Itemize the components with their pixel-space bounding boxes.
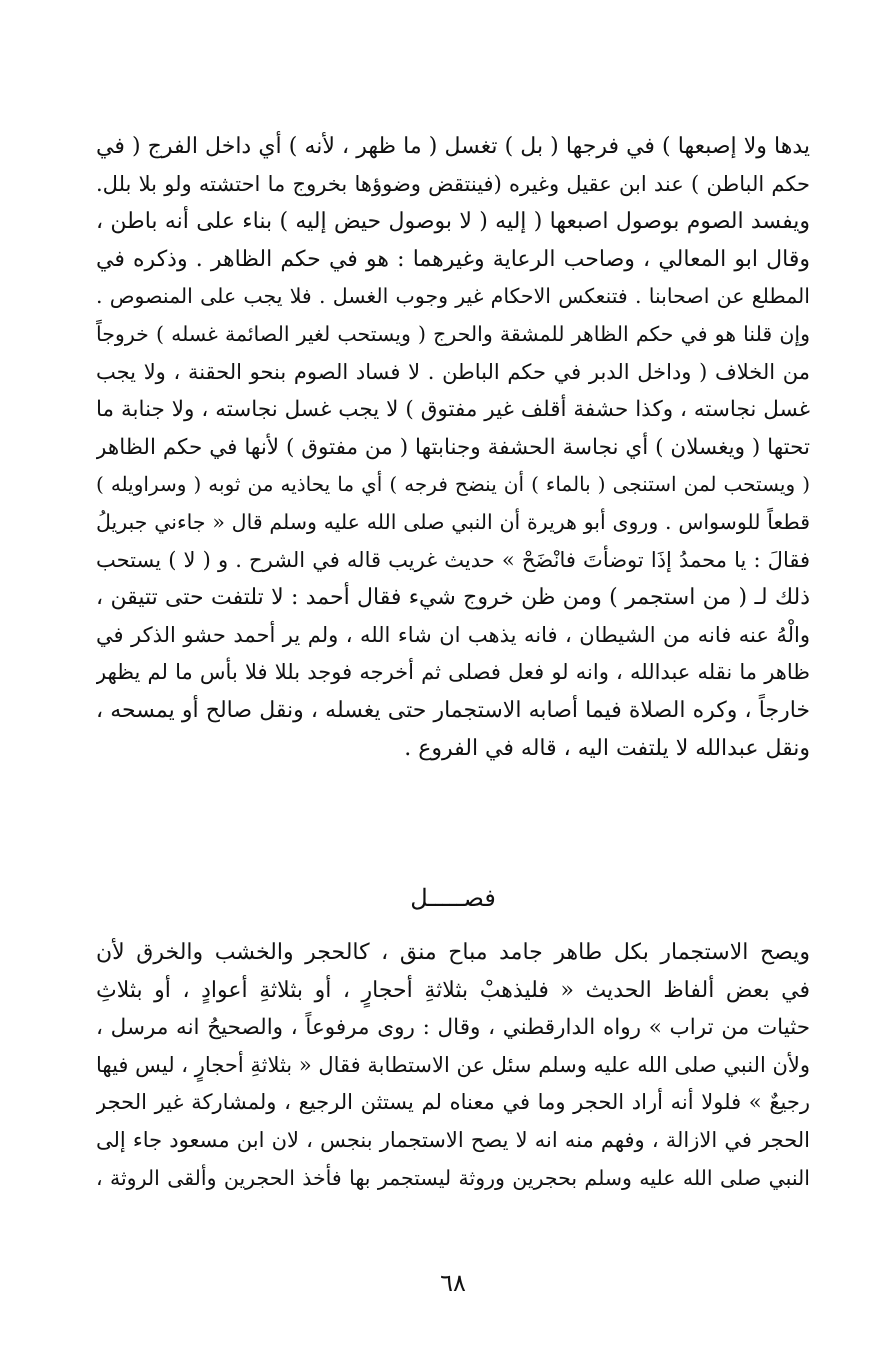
section-title: فصـــــل <box>410 884 496 912</box>
text-line: من الخلاف ( وداخل الدبر في حكم الباطن . لا فساد الصوم بنحو الحقنة ، ولا يجب <box>96 359 810 384</box>
text-line: والْهُ عنه فانه من الشيطان ، فانه يذهب ان شاء الله ، ولم ير أحمد حشو الذكر في <box>96 622 810 647</box>
section-heading <box>96 880 810 920</box>
text-line: ( ويستحب لمن استنجى ( بالماء ) أن ينضح فرجه ) أي ما يحاذيه من ثوبه ( وسراويله ) <box>96 472 810 497</box>
text-line: رجيعٌ » فلولا أنه أراد الحجر وما في معناه لم يستثن الرجيع ، ولمشاركة غير الحجر <box>96 1090 810 1115</box>
text-line: الحجر في الازالة ، وفهم منه انه لا يصح الاستجمار بنجس ، لان ابن مسعود جاء إلى <box>96 1127 810 1152</box>
text-line: في بعض ألفاظ الحديث « فليذهبْ بثلاثةِ أحجارٍ ، أو بثلاثةِ أعوادٍ ، أو بثلاثِ <box>96 977 810 1003</box>
page-number: ٦٨ <box>440 1269 466 1297</box>
text-line: ولأن النبي صلى الله عليه وسلم سئل عن الاستطابة فقال « بثلاثةِ أحجارٍ ، ليس فيها <box>96 1052 810 1077</box>
text-line: تحتها ( ويغسلان ) أي نجاسة الحشفة وجنابتها ( من مفتوق ) لأنها في حكم الظاهر <box>96 434 810 460</box>
text-line: ونقل عبدالله لا يلتفت اليه ، قاله في الفروع . <box>404 735 810 761</box>
book-page <box>96 118 810 1308</box>
text-line: خارجاً ، وكره الصلاة فيما أصابه الاستجمار حتى يغسله ، ونقل صالح أو يمسحه ، <box>96 697 810 723</box>
text-line: فقالَ : يا محمدُ إذَا توضأتَ فانْضَحْ » حديث غريب قاله في الشرح . و ( لا ) يستحب <box>96 547 810 572</box>
text-line: المطلع عن اصحابنا . فتنعكس الاحكام غير وجوب الغسل . فلا يجب على المنصوص . <box>96 284 810 309</box>
text-line: حكم الباطن ) عند ابن عقيل وغيره (فينتقض وضوؤها بخروج ما احتشته ولو بلا بلل. <box>96 171 810 196</box>
paragraph-commentary <box>96 128 810 767</box>
text-line: قطعاً للوسواس . وروى أبو هريرة أن النبي صلى الله عليه وسلم قال « جاءني جبريلُ <box>96 509 810 534</box>
text-line: يدها ولا إصبعها ) في فرجها ( بل ) تغسل ( ما ظهر ، لأنه ) أي داخل الفرج ( في <box>96 134 810 159</box>
text-line: وقال ابو المعالي ، وصاحب الرعاية وغيرهما : هو في حكم الظاهر . وذكره في <box>96 246 810 272</box>
text-line: النبي صلى الله عليه وسلم بحجرين وروثة ليستجمر بها فأخذ الحجرين وألقى الروثة ، <box>96 1165 810 1190</box>
paragraph-section <box>96 934 810 1197</box>
text-line: ظاهر ما نقله عبدالله ، وانه لو فعل فصلى ثم أخرجه فوجد بللا فلا بأس ما لم يظهر <box>96 660 810 685</box>
text-line: ويصح الاستجمار بكل طاهر جامد مباح منق ، كالحجر والخشب والخرق لأن <box>96 940 810 965</box>
text-line: ذلك لـ ( من استجمر ) ومن ظن خروج شيء فقال أحمد : لا تلتفت حتى تتيقن ، <box>96 585 810 611</box>
text-line: حثيات من تراب » رواه الدارقطني ، وقال : روى مرفوعاً ، والصحيحُ انه مرسل ، <box>96 1015 810 1041</box>
text-line: غسل نجاسته ، وكذا حشفة أقلف غير مفتوق ) لا يجب غسل نجاسته ، ولا جنابة ما <box>96 397 810 423</box>
text-line: ويفسد الصوم بوصول اصبعها ( إليه ( لا بوصول حيض إليه ) بناء على أنه باطن ، <box>96 209 810 235</box>
text-line: وإن قلنا هو في حكم الظاهر للمشقة والحرج ( ويستحب لغير الصائمة غسله ) خروجاً <box>96 321 810 346</box>
